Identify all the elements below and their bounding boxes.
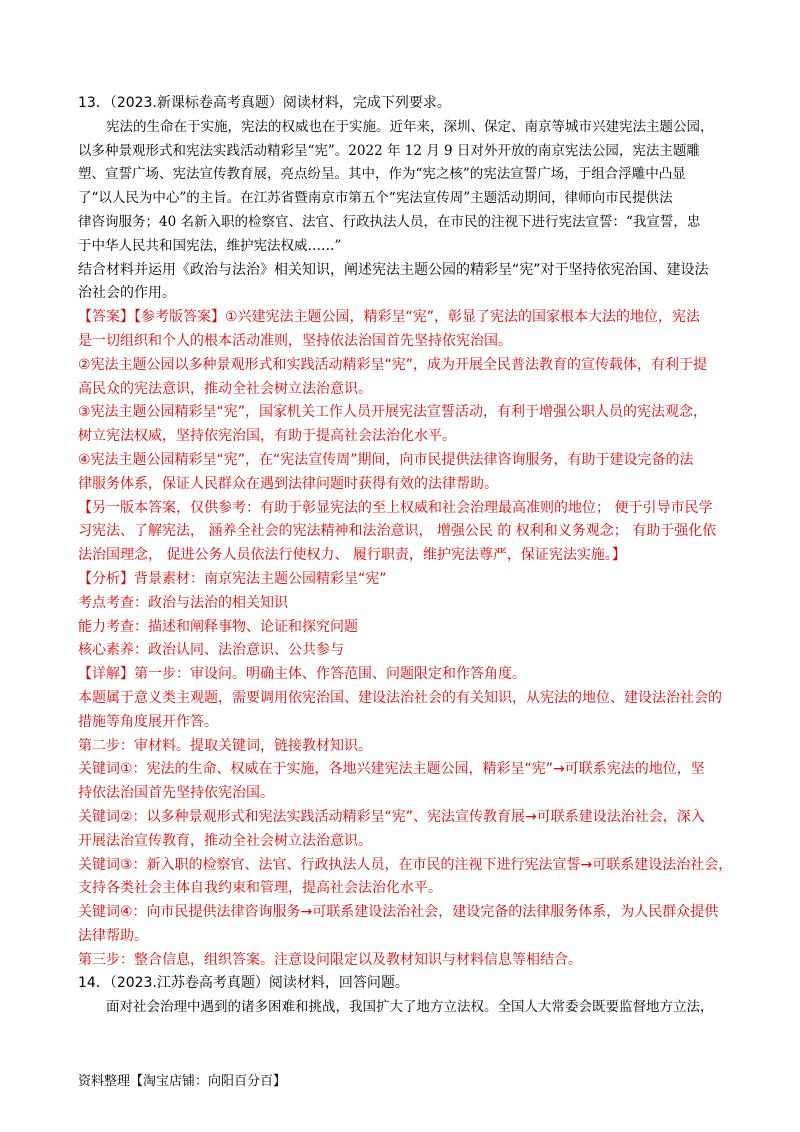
question-14-header: 14．（2023.江苏卷高考真题）阅读材料，回答问题。 bbox=[78, 975, 409, 992]
analysis-line: 考点考查：政治与法治的相关知识 bbox=[78, 594, 288, 611]
question-13-header: 13．（2023.新课标卷高考真题）阅读材料，完成下列要求。 bbox=[78, 95, 451, 111]
answer-line: ④宪法主题公园精彩呈“宪”，在“宪法宣传周”期间，向市民提供法律咨询服务，有助于建设完备的法 bbox=[78, 451, 694, 468]
q13-material-line: 律咨询服务；40 名新入职的检察官、法官、行政执法人员，在市民的注视下进行宪法宣誓：“我宣誓，忠 bbox=[78, 213, 701, 230]
analysis-line: 能力考查：描述和阐释事物、论证和探究问题 bbox=[78, 618, 358, 635]
answer-line: 是一切组织和个人的根本活动准则，坚持依法治国首先坚持依宪治国。 bbox=[78, 332, 512, 349]
detail-line: 第二步：审材料。提取关键词，链接教材知识。 bbox=[78, 737, 372, 754]
answer-line: 【答案】【参考版答案】①兴建宪法主题公园，精彩呈“宪”，彰显了宪法的国家根本大法的地位，宪法 bbox=[78, 309, 701, 326]
keyword-line: 持依法治国首先坚持依宪治国。 bbox=[78, 785, 274, 802]
keyword-line: 法律帮助。 bbox=[78, 927, 148, 944]
q13-question-line: 治社会的作用。 bbox=[78, 285, 176, 302]
answer-line: 树立宪法权威，坚持依宪治国，有助于提高社会法治化水平。 bbox=[78, 428, 456, 445]
keyword-line: 关键词③：新入职的检察官、法官、行政执法人员，在市民的注视下进行宪法宣誓→可联系建设法治社会， bbox=[78, 856, 733, 873]
q13-material-line: 塑、宣誓广场、宪法宣传教育展，亮点纷呈。其中，作为“宪之核”的宪法宣誓广场，于组合浮雕中凸显 bbox=[78, 166, 686, 183]
detail-line: 第三步：整合信息，组织答案。注意设问限定以及教材知识与材料信息等相结合。 bbox=[78, 951, 582, 968]
answer-line: ②宪法主题公园以多种景观形式和实践活动精彩呈“宪”，成为开展全民普法教育的宣传载体，有利于提 bbox=[78, 356, 708, 373]
q13-material-line: 以多种景观形式和宪法实践活动精彩呈“宪”。2022 年 12 月 9 日对外开放的南京宪法公园，宪法主题雕 bbox=[78, 142, 700, 159]
keyword-line: 支持各类社会主体自我约束和管理，提高社会法治化水平。 bbox=[78, 880, 442, 897]
keyword-line: 关键词④：向市民提供法律咨询服务→可联系建设法治社会，建设完备的法律服务体系，为人民群众提供 bbox=[78, 904, 719, 921]
keyword-line: 关键词②：以多种景观形式和宪法实践活动精彩呈“宪”、宪法宣传教育展→可联系建设法治社会，深入 bbox=[78, 808, 705, 825]
q13-material-line: 了“以人民为中心”的主旨。在江苏省暨南京市第五个“宪法宣传周”主题活动期间，律师向市民提供法 bbox=[78, 190, 673, 207]
detail-line: 措施等角度展开作答。 bbox=[78, 713, 218, 730]
detail-line: 【详解】第一步：审设问。明确主体、作答范围、问题限定和作答角度。 bbox=[78, 666, 526, 683]
alt-answer-line: 【另一版本答案，仅供参考：有助于彰显宪法的至上权威和社会治理最高准则的地位； 便于引导市民学 bbox=[78, 499, 713, 516]
document-page bbox=[78, 92, 733, 1020]
detail-line: 本题属于意义类主观题，需要调用依宪治国、建设法治社会的有关知识，从宪法的地位、建设法治社会的 bbox=[78, 689, 722, 706]
answer-line: 律服务体系，保证人民群众在遇到法律问题时获得有效的法律帮助。 bbox=[78, 475, 498, 492]
alt-answer-line: 习宪法、了解宪法， 涵养全社会的宪法精神和法治意识， 增强公民 的 权利和义务观念； 有助于强化依 bbox=[78, 523, 717, 540]
alt-answer-line: 法治国理念， 促进公务人员依法行使权力、 履行职责，维护宪法尊严，保证宪法实施。】 bbox=[78, 547, 626, 564]
keyword-line: 开展法治宣传教育，推动全社会树立法治意识。 bbox=[78, 832, 372, 849]
keyword-line: 关键词①：宪法的生命、权威在于实施，各地兴建宪法主题公园，精彩呈“宪”→可联系宪法的地位，坚 bbox=[78, 761, 705, 778]
q14-material-line: 面对社会治理中遇到的诸多困难和挑战，我国扩大了地方立法权。全国人大常委会既要监督地方立法， bbox=[106, 999, 714, 1016]
q13-material-line: 宪法的生命在于实施，宪法的权威也在于实施。近年来，深圳、保定、南京等城市兴建宪法主题公园， bbox=[106, 118, 714, 135]
footer-source: 资料整理【淘宝店铺：向阳百分百】 bbox=[78, 1074, 287, 1089]
q13-question-line: 结合材料并运用《政治与法治》相关知识，阐述宪法主题公园的精彩呈“宪”对于坚持依宪治国、建设法 bbox=[78, 261, 709, 278]
analysis-line: 【分析】背景素材：南京宪法主题公园精彩呈“宪” bbox=[78, 570, 387, 587]
analysis-line: 核心素养：政治认同、法治意识、公共参与 bbox=[78, 642, 344, 659]
answer-line: ③宪法主题公园精彩呈“宪”，国家机关工作人员开展宪法宣誓活动，有利于增强公职人员的宪法观念， bbox=[78, 404, 708, 421]
answer-line: 高民众的宪法意识，推动全社会树立法治意识。 bbox=[78, 380, 372, 397]
q13-material-line: 于中华人民共和国宪法，维护宪法权威……” bbox=[78, 237, 342, 254]
